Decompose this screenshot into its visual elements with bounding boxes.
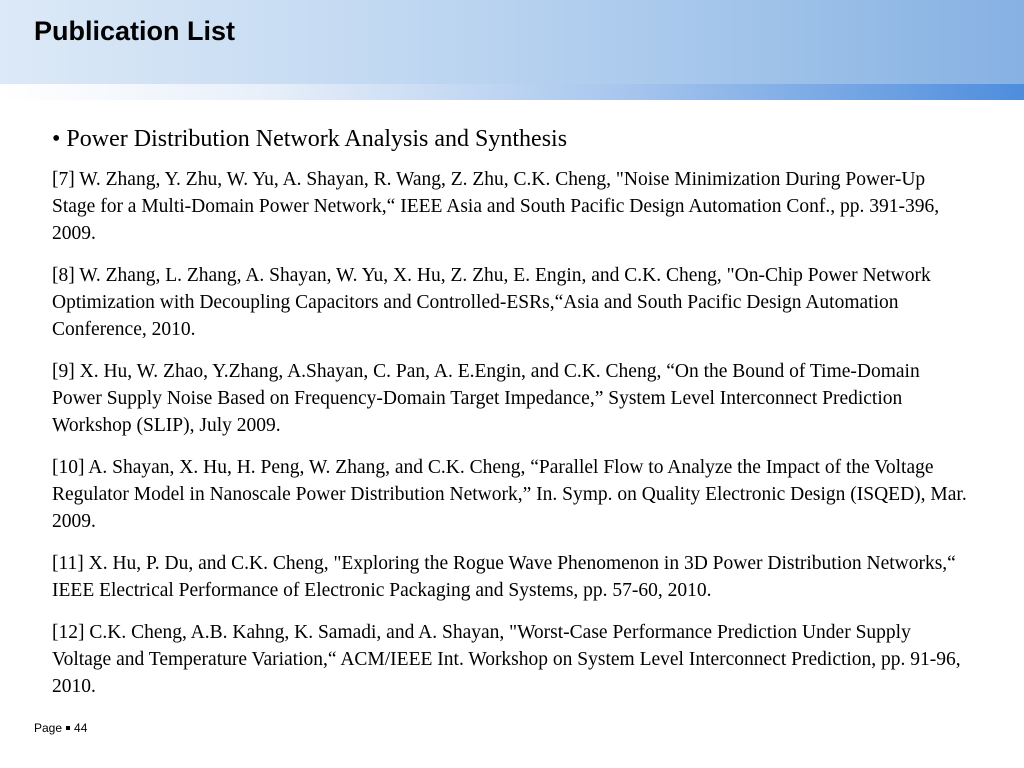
page-number: 44 — [74, 721, 88, 735]
reference-list — [52, 166, 972, 715]
reference-item-11: [11] X. Hu, P. Du, and C.K. Cheng, "Exploring the Rogue Wave Phenomenon in 3D Power Distribution Networks,“ IEEE Electrical Performance of Electronic Packaging and Systems, pp. 57-60, 2010. — [52, 553, 956, 601]
bullet-dot: • — [52, 126, 61, 152]
reference-item-7: [7] W. Zhang, Y. Zhu, W. Yu, A. Shayan, R. Wang, Z. Zhu, C.K. Cheng, "Noise Minimization During Power-Up Stage for a Multi-Domain Power Network,“ IEEE Asia and South Pacific Design Automation Conf., pp. 391-396, 2009. — [52, 169, 940, 244]
section-heading-text: Power Distribution Network Analysis and Synthesis — [66, 126, 568, 152]
section-heading — [52, 126, 567, 153]
page-footer — [34, 721, 87, 735]
reference-item-9: [9] X. Hu, W. Zhao, Y.Zhang, A.Shayan, C. Pan, A. E.Engin, and C.K. Cheng, “On the Bound of Time-Domain Power Supply Noise Based on Frequency-Domain Target Impedance,” System Level Interconnect Prediction Workshop (SLIP), July 2009. — [52, 361, 920, 436]
slide-title: Publication List — [34, 16, 236, 46]
header-stripe — [0, 84, 1024, 100]
page-label: Page — [34, 721, 63, 735]
reference-item-12: [12] C.K. Cheng, A.B. Kahng, K. Samadi, and A. Shayan, "Worst-Case Performance Prediction Under Supply Voltage and Temperature Variation,“ ACM/IEEE Int. Workshop on System Level Interconnect Prediction, pp. 91-96, 2010. — [52, 622, 961, 697]
footer-separator — [66, 726, 70, 730]
reference-item-10: [10] A. Shayan, X. Hu, H. Peng, W. Zhang, and C.K. Cheng, “Parallel Flow to Analyze the Impact of the Voltage Regulator Model in Nanoscale Power Distribution Network,” In. Symp. on Quality Electronic Design (ISQED), Mar. 2009. — [52, 457, 967, 532]
reference-item-8: [8] W. Zhang, L. Zhang, A. Shayan, W. Yu, X. Hu, Z. Zhu, E. Engin, and C.K. Cheng, "On-Chip Power Network Optimization with Decoupling Capacitors and Controlled-ESRs,“Asia and South Pacific Design Automation Conference, 2010. — [52, 265, 931, 340]
